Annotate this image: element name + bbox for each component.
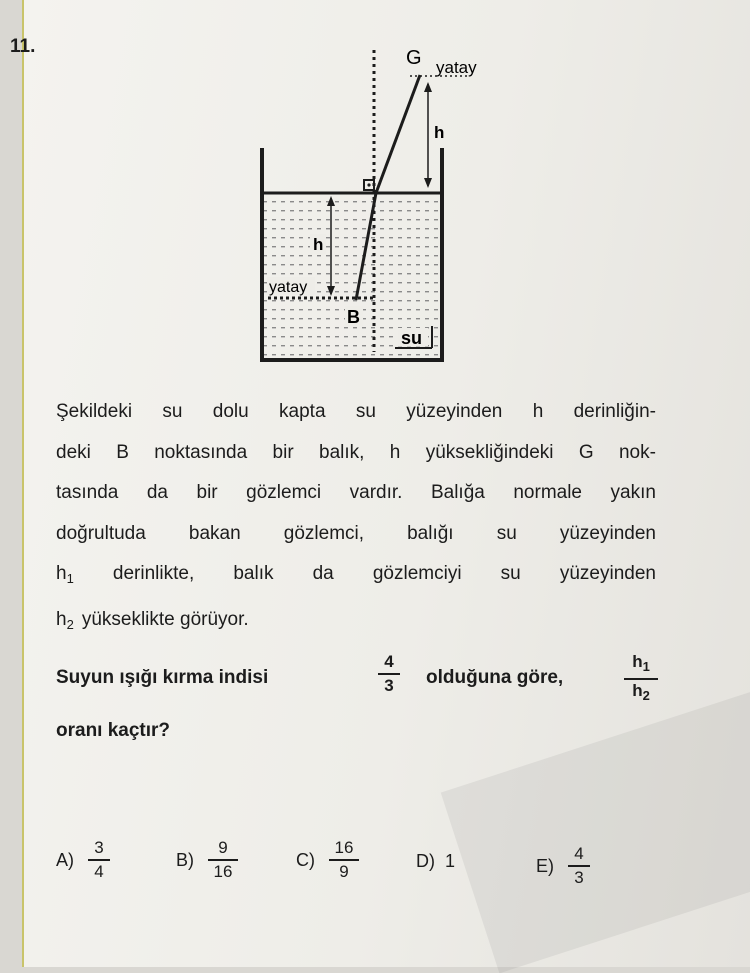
point-g-label: G [406, 47, 422, 69]
paper-shadow [441, 691, 750, 973]
question-number: 11. [10, 36, 36, 57]
choice-c[interactable]: C) $\frac{16}{9}$ [296, 838, 359, 882]
paragraph-line-4: doğrultuda bakan gözlemci, balığı su yüzeyinden [56, 522, 656, 544]
point-b-label: B [347, 307, 360, 327]
inner-yatay-label: yatay [269, 279, 308, 296]
prompt-part-3: oranı kaçtır? [56, 720, 171, 741]
top-yatay-label: yatay [436, 58, 477, 77]
answer-choices [56, 838, 676, 898]
prompt-part-1: Suyun ışığı kırma indisi [56, 667, 269, 688]
top-h-label: h [434, 123, 445, 142]
ray-in-air [376, 75, 420, 193]
paragraph-line-2: deki B noktasında bir balık, h yüksekliğindeki G nok- [56, 441, 656, 463]
paragraph-line-1: Şekildeki su dolu kapta su yüzeyinden h derinliğin- [56, 401, 656, 422]
water-su-label: su [401, 328, 423, 348]
problem-paragraph [56, 392, 656, 645]
choice-d[interactable]: D) 1 [416, 851, 456, 871]
refractive-index-fraction: 4 3 [378, 652, 400, 696]
ratio-fraction: $h_1$ $h_2$ [624, 652, 658, 706]
choice-e[interactable]: E) $\frac{4}{3}$ [536, 844, 590, 888]
paragraph-line-6: $h_2$ yükseklikte görüyor. [56, 608, 249, 632]
paragraph-line-3: tasında da bir gözlemci vardır. Balığa normale yakın [56, 482, 656, 503]
inner-h-label: h [313, 235, 324, 254]
question-prompt [56, 650, 676, 710]
paragraph-line-5: $h_1$ derinlikte, balık da gözlemciyi su yüzeyinden [56, 563, 656, 586]
prompt-part-2: olduğuna göre, [426, 667, 564, 688]
refraction-figure [0, 0, 750, 380]
choice-a[interactable]: A) $\frac{3}{4}$ [56, 838, 110, 882]
choice-b[interactable]: B) $\frac{9}{16}$ [176, 838, 238, 882]
